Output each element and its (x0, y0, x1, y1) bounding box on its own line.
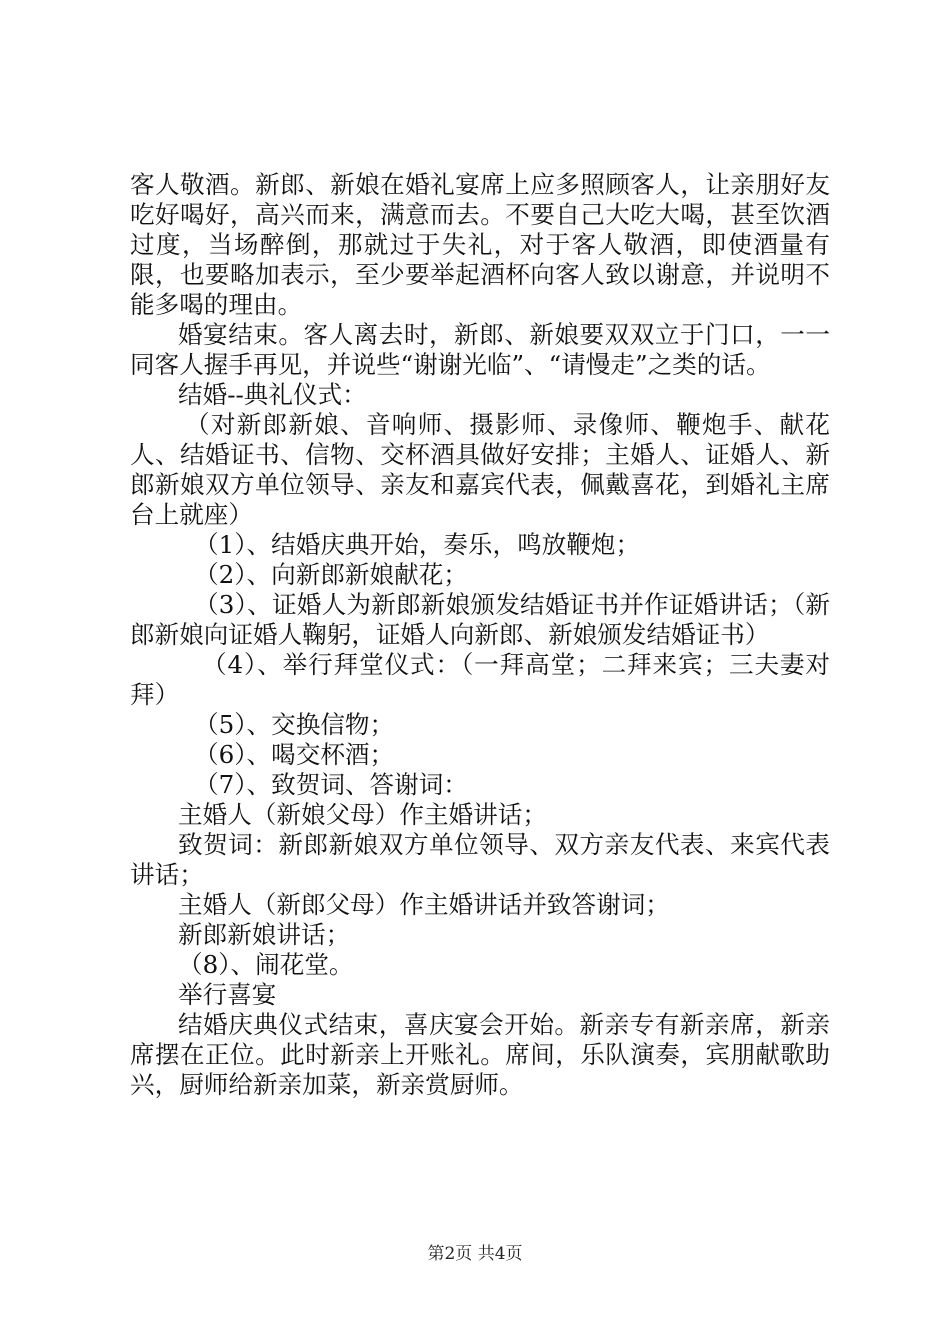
speech-congratulations: 致贺词：新郎新娘双方单位领导、双方亲友代表、来宾代表讲话； (130, 830, 830, 889)
paragraph-toasting: 客人敬酒。新郎、新娘在婚礼宴席上应多照顾客人，让亲朋好友吃好喝好，高兴而来，满意而去。不要自己大吃大喝，甚至饮酒过度，当场醉倒，那就过于失礼，对于客人敬酒，即使酒量有限，也要略加表示，至少要举起酒杯向客人致以谢意，并说明不能多喝的理由。 (130, 170, 830, 319)
step-1: （1）、结婚庆典开始，奏乐，鸣放鞭炮； (194, 530, 641, 559)
speech-host-groom-parents: 主婚人（新郎父母）作主婚讲话并致答谢词； (178, 890, 670, 919)
step-7: （7）、致贺词、答谢词： (194, 770, 468, 799)
step-4: （4）、举行拜堂仪式：（一拜高堂；二拜来宾；三夫妻对拜） (130, 650, 830, 709)
paragraph-arrangements: （对新郎新娘、音响师、摄影师、录像师、鞭炮手、献花人、结婚证书、信物、交杯酒具做好安排；主婚人、证婚人、新郎新娘双方单位领导、亲友和嘉宾代表，佩戴喜花，到婚礼主席台上就座） (130, 410, 830, 529)
step-8: （8）、闹花堂。 (178, 950, 354, 979)
step-3: （3）、证婚人为新郎新娘颁发结婚证书并作证婚讲话；（新郎新娘向证婚人鞠躬，证婚人向新郎、新娘颁发结婚证书） (130, 590, 830, 649)
paragraph-banquet: 结婚庆典仪式结束，喜庆宴会开始。新亲专有新亲席，新亲席摆在正位。此时新亲上开账礼。席间，乐队演奏，宾朋献歌助兴，厨师给新亲加菜，新亲赏厨师。 (130, 1010, 830, 1099)
step-2: （2）、向新郎新娘献花； (194, 560, 468, 589)
step-5: （5）、交换信物； (194, 710, 395, 739)
step-6: （6）、喝交杯酒； (194, 740, 395, 769)
paragraph-banquet-end: 婚宴结束。客人离去时，新郎、新娘要双双立于门口，一一同客人握手再见，并说些“谢谢光临”、“请慢走”之类的话。 (130, 320, 830, 379)
speech-couple: 新郎新娘讲话； (178, 920, 351, 949)
heading-banquet: 举行喜宴 (178, 980, 277, 1009)
document-body (130, 170, 830, 1100)
heading-ceremony: 结婚--典礼仪式： (178, 380, 367, 409)
speech-host-bride-parents: 主婚人（新娘父母）作主婚讲话； (178, 800, 547, 829)
page-footer: 第2页 共4页 (427, 1244, 523, 1264)
